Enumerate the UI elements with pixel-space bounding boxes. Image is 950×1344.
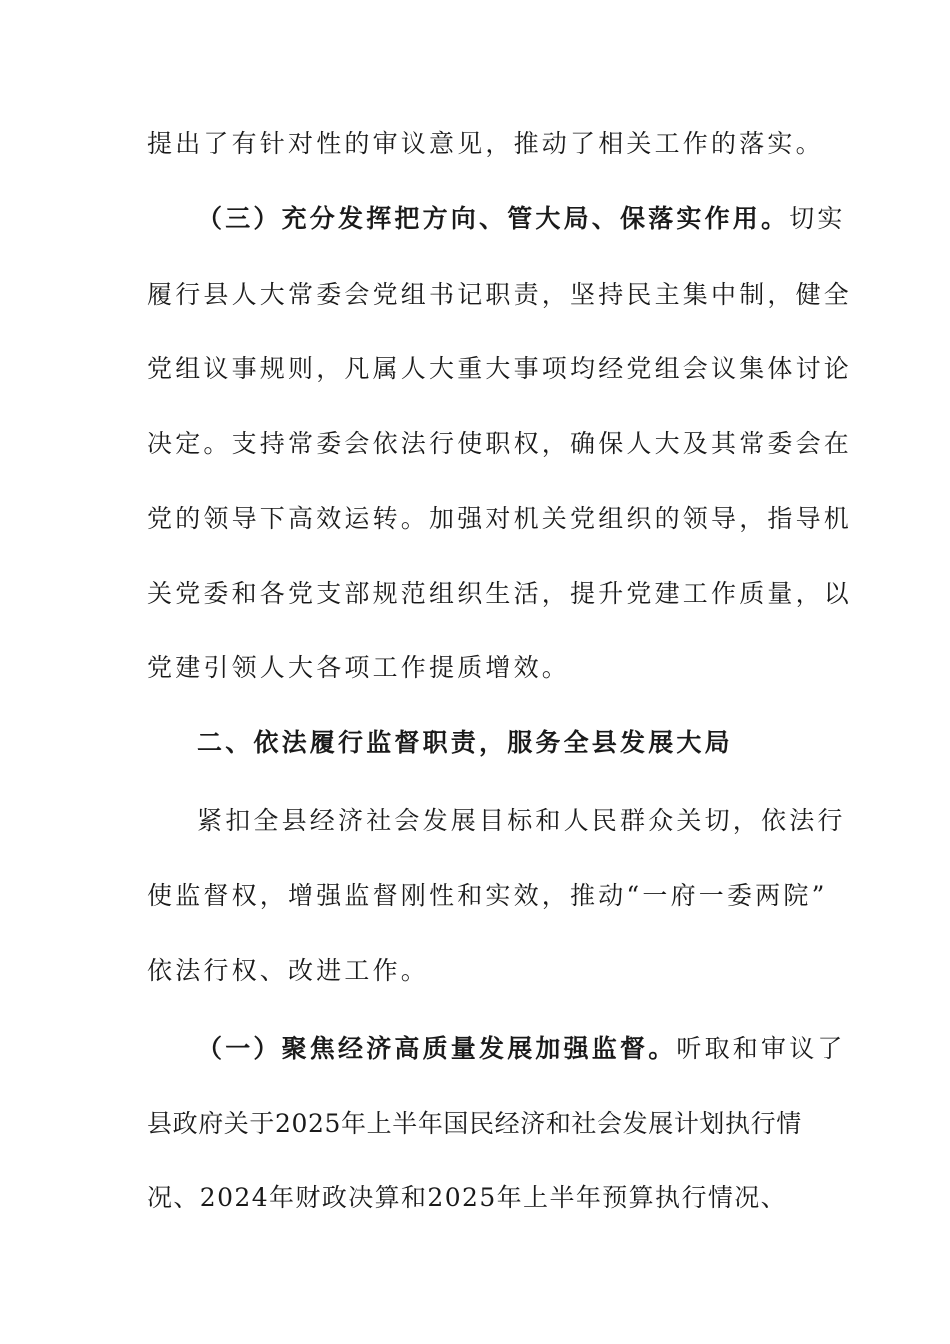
section-heading: （一）聚焦经济高质量发展加强监督。 bbox=[197, 1034, 677, 1063]
chapter-heading: 二、依法履行监督职责，服务全县发展大局 bbox=[197, 728, 733, 757]
section-heading-line bbox=[197, 1033, 857, 1065]
paragraph-text: 切实 bbox=[789, 204, 846, 233]
paragraph-line: 况、2024年财政决算和2025年上半年预算执行情况、 bbox=[147, 1183, 788, 1212]
paragraph-line: 使监督权，增强监督刚性和实效，推动“一府一委两院” bbox=[147, 881, 828, 910]
paragraph-line: 县政府关于2025年上半年国民经济和社会发展计划执行情 bbox=[147, 1109, 802, 1138]
paragraph-line: 履行县人大常委会党组书记职责，坚持民主集中制，健全 bbox=[147, 280, 853, 309]
paragraph-line: 党的领导下高效运转。加强对机关党组织的领导，指导机 bbox=[147, 504, 853, 533]
section-heading: （三）充分发挥把方向、管大局、保落实作用。 bbox=[197, 204, 790, 233]
paragraph-line: 依法行权、改进工作。 bbox=[147, 956, 430, 985]
paragraph-line: 紧扣全县经济社会发展目标和人民群众关切，依法行 bbox=[197, 806, 846, 835]
section-heading-line bbox=[197, 203, 857, 235]
paragraph-line: 提出了有针对性的审议意见，推动了相关工作的落实。 bbox=[147, 129, 824, 158]
paragraph-line: 党建引领人大各项工作提质增效。 bbox=[147, 653, 571, 682]
paragraph-line: 党组议事规则，凡属人大重大事项均经党组会议集体讨论 bbox=[147, 354, 853, 383]
paragraph-line: 关党委和各党支部规范组织生活，提升党建工作质量，以 bbox=[147, 579, 853, 608]
paragraph-text: 听取和审议了 bbox=[676, 1034, 846, 1063]
paragraph-line: 决定。支持常委会依法行使职权，确保人大及其常委会在 bbox=[147, 429, 853, 458]
